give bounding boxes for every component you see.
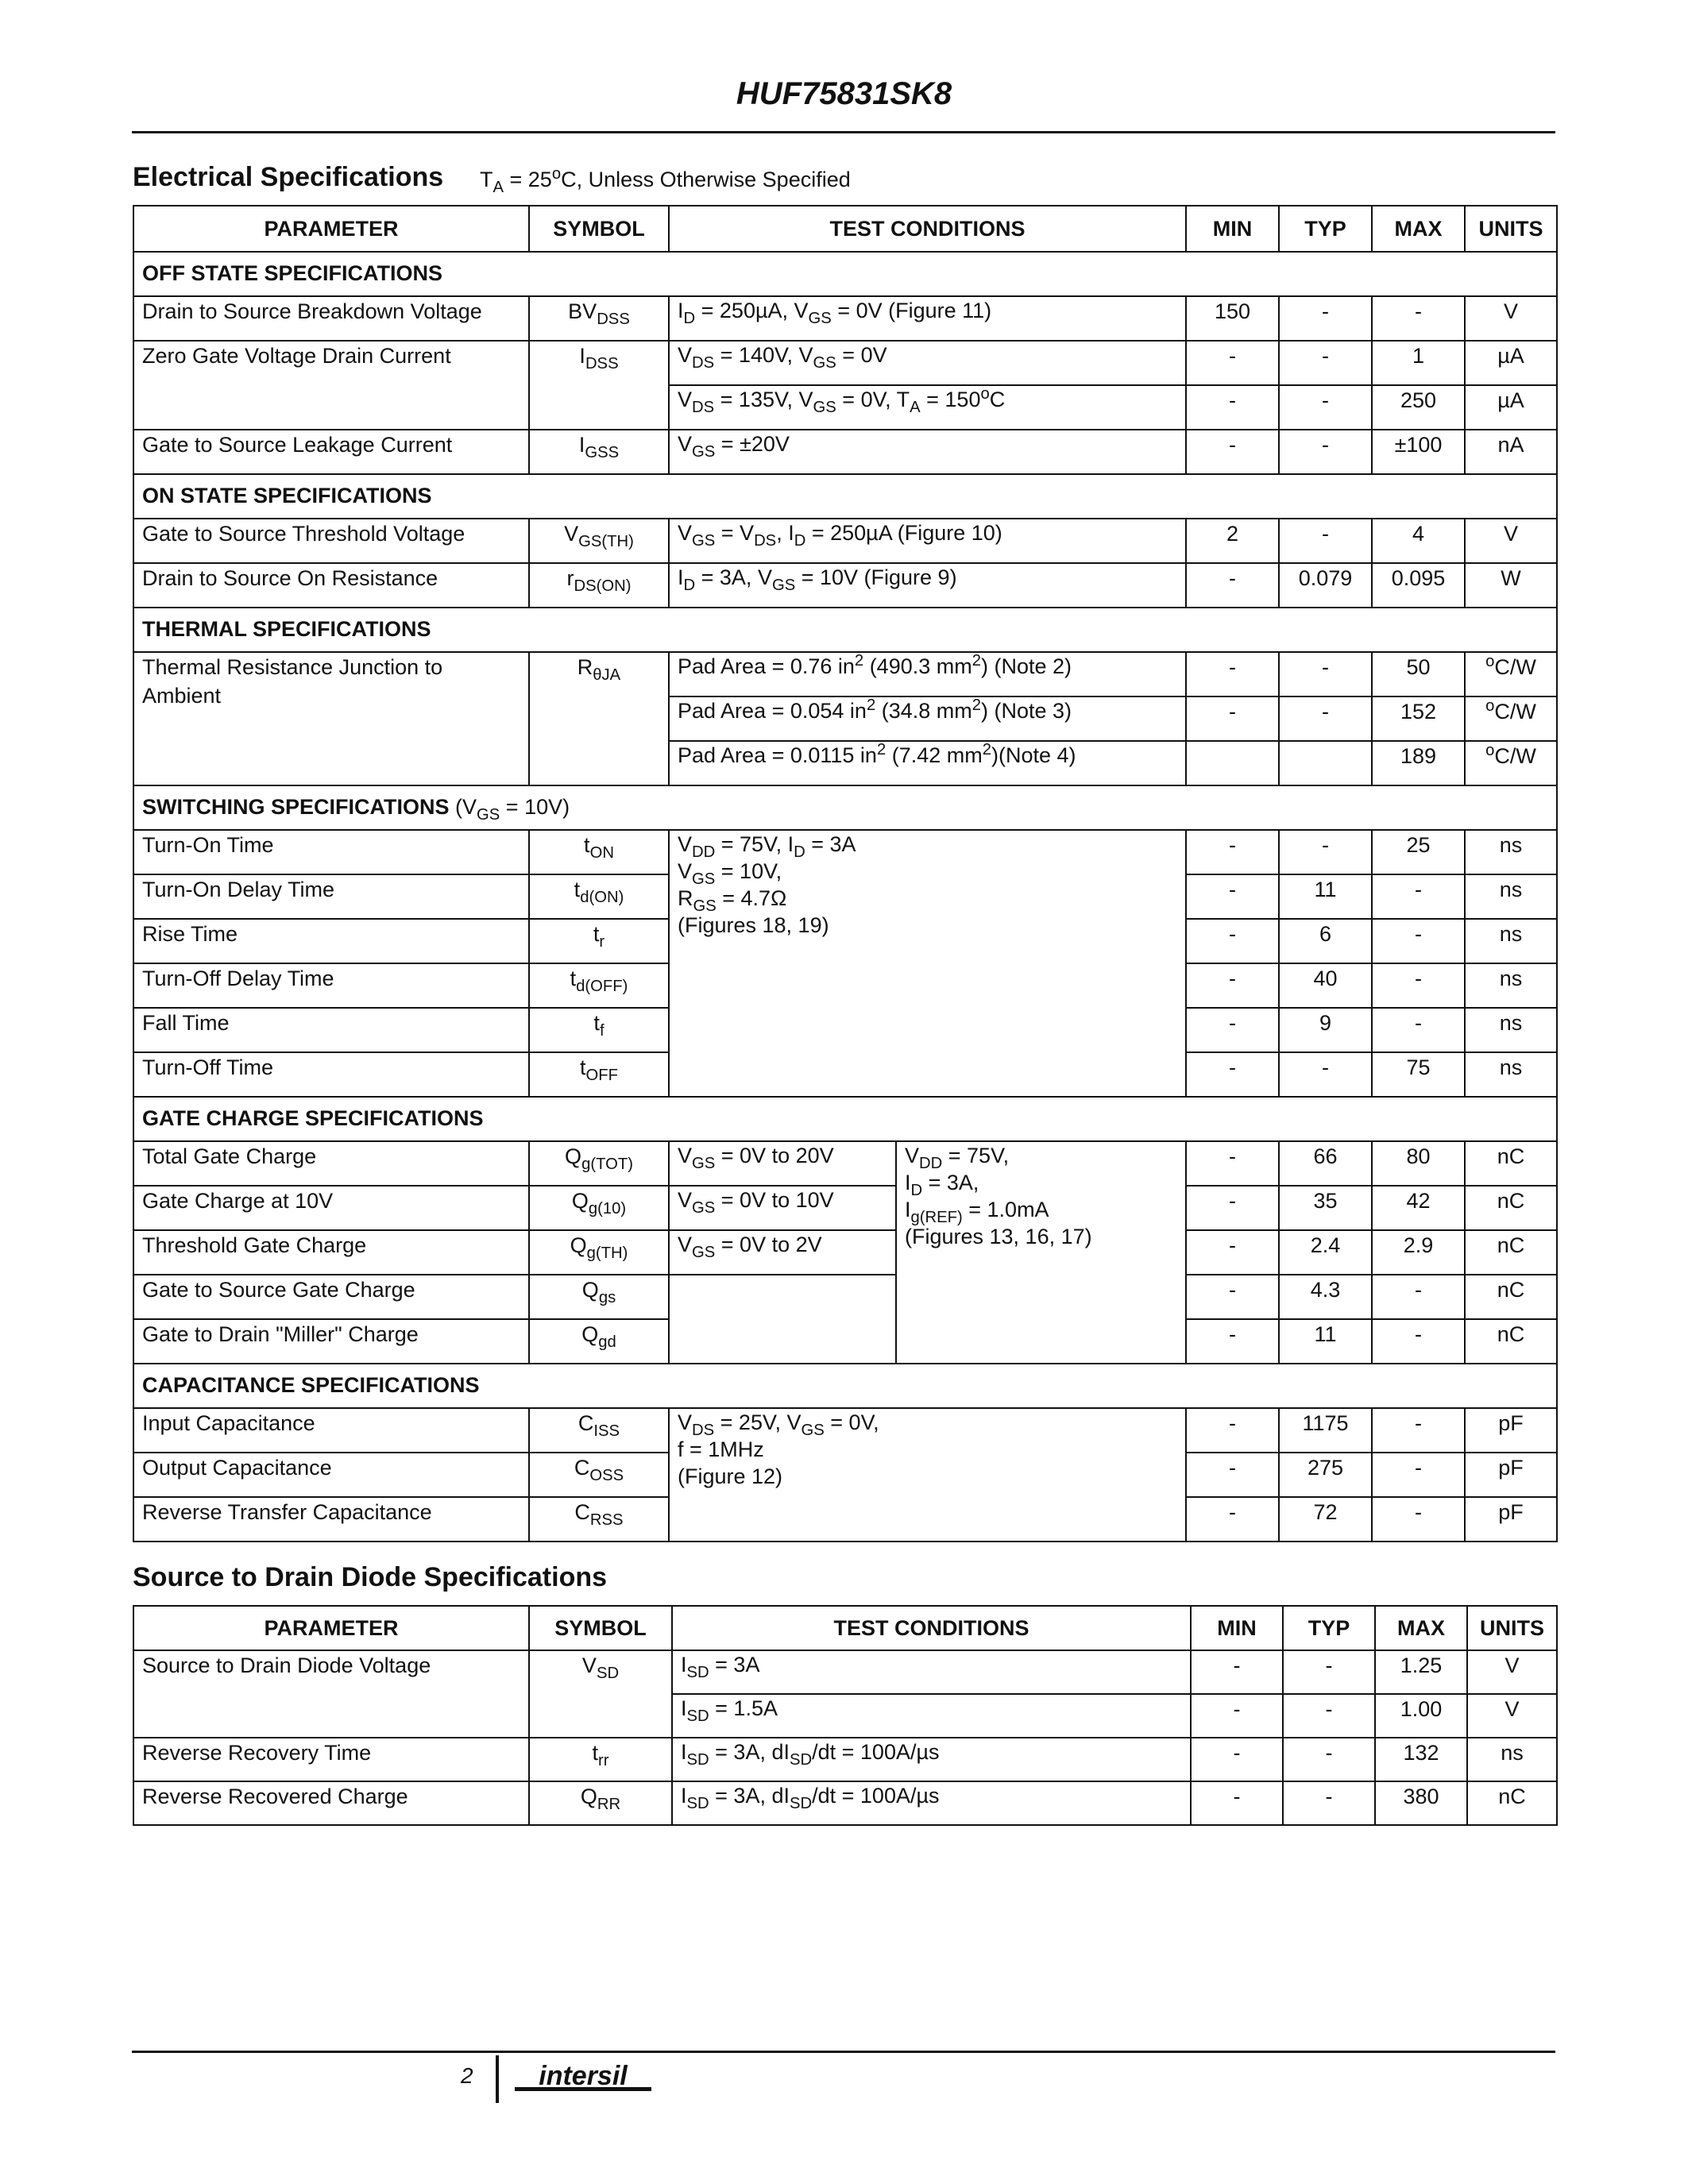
symbol-cell: $t_{d(ON)}$ — [529, 874, 669, 919]
min-cell: - — [1186, 1453, 1279, 1497]
max-cell: 380 — [1375, 1781, 1467, 1825]
units-cell: nC — [1465, 1141, 1557, 1186]
table-row — [133, 430, 1557, 474]
test-conditions-cell: Pad Area = 0.76 $in^2$ (490.3 $mm^2$) (Note 2) — [669, 652, 1186, 696]
section-row — [133, 785, 1557, 830]
min-cell: - — [1186, 1008, 1279, 1052]
parameter-cell: Fall Time — [133, 1008, 529, 1052]
max-cell: - — [1372, 919, 1465, 963]
table-row — [133, 1408, 1557, 1453]
units-cell: µA — [1465, 341, 1557, 385]
table-row — [133, 341, 1557, 385]
units-cell: pF — [1465, 1497, 1557, 1542]
parameter-cell: Input Capacitance — [133, 1408, 529, 1453]
units-cell: ns — [1465, 919, 1557, 963]
units-cell: $^o$C/W — [1465, 741, 1557, 785]
max-cell: 189 — [1372, 741, 1465, 785]
min-cell: - — [1186, 385, 1279, 430]
parameter-cell: Turn-On Delay Time — [133, 874, 529, 919]
min-cell: - — [1186, 1141, 1279, 1186]
parameter-cell: Total Gate Charge — [133, 1141, 529, 1186]
typ-cell: - — [1279, 385, 1372, 430]
section-row — [133, 474, 1557, 519]
min-cell: - — [1186, 963, 1279, 1008]
intersil-logo — [515, 2059, 651, 2101]
typ-cell: 0.079 — [1279, 563, 1372, 608]
section-row — [133, 1364, 1557, 1408]
table-row — [133, 1275, 1557, 1319]
typ-cell: 1175 — [1279, 1408, 1372, 1453]
header-rule — [132, 131, 1555, 133]
parameter-cell: Source to Drain Diode Voltage — [133, 1650, 529, 1738]
table-row — [133, 1738, 1557, 1781]
units-cell: pF — [1465, 1408, 1557, 1453]
test-conditions-cell: $I_D = 3A$, $V_{GS} = 10V$ (Figure 9) — [669, 563, 1186, 608]
units-cell: V — [1467, 1694, 1557, 1738]
max-cell: 4 — [1372, 519, 1465, 563]
parameter-cell: Reverse Recovered Charge — [133, 1781, 529, 1825]
empty-condition-cell — [669, 1275, 896, 1364]
column-header: PARAMETER — [133, 1606, 529, 1650]
max-cell: 1.00 — [1375, 1694, 1467, 1738]
min-cell: - — [1186, 652, 1279, 696]
symbol-cell: $t_{d(OFF)}$ — [529, 963, 669, 1008]
parameter-cell: Turn-On Time — [133, 830, 529, 874]
units-cell: ns — [1465, 874, 1557, 919]
min-cell: - — [1186, 874, 1279, 919]
test-conditions-cell: $I_{SD} = 3A$ — [672, 1650, 1191, 1694]
max-cell: 75 — [1372, 1052, 1465, 1097]
units-cell: ns — [1465, 1052, 1557, 1097]
page-number: 2 — [461, 2063, 473, 2088]
max-cell: 25 — [1372, 830, 1465, 874]
typ-cell: - — [1279, 830, 1372, 874]
section-title: OFF STATE SPECIFICATIONS — [133, 252, 1557, 296]
column-header: MIN — [1186, 206, 1279, 252]
electrical-specs-heading: Electrical Specifications — [133, 162, 444, 192]
max-cell: 152 — [1372, 696, 1465, 741]
table-row — [133, 1781, 1557, 1825]
typ-cell: 11 — [1279, 874, 1372, 919]
units-cell: $^o$C/W — [1465, 696, 1557, 741]
parameter-cell: Turn-Off Time — [133, 1052, 529, 1097]
symbol-cell: $I_{GSS}$ — [529, 430, 669, 474]
max-cell: 42 — [1372, 1186, 1465, 1230]
test-conditions-cell: Pad Area = 0.0115 $in^2$ (7.42 $mm^2)(Note$ 4) — [669, 741, 1186, 785]
table-header-row — [133, 1606, 1557, 1650]
diode-specs-table — [133, 1605, 1558, 1826]
max-cell: - — [1372, 296, 1465, 341]
min-cell — [1186, 741, 1279, 785]
max-cell: 1 — [1372, 341, 1465, 385]
symbol-cell: $Q_{gs}$ — [529, 1275, 669, 1319]
typ-cell: 40 — [1279, 963, 1372, 1008]
max-cell: 0.095 — [1372, 563, 1465, 608]
typ-cell: - — [1283, 1650, 1375, 1694]
column-header: SYMBOL — [529, 206, 669, 252]
document-title: HUF75831SK8 — [736, 76, 952, 111]
units-cell: nC — [1465, 1230, 1557, 1275]
test-conditions-cell: $V_{GS} = 0V$ to 2V — [669, 1230, 896, 1275]
min-cell: - — [1186, 1319, 1279, 1364]
typ-cell: 35 — [1279, 1186, 1372, 1230]
table-row — [133, 519, 1557, 563]
max-cell: - — [1372, 1497, 1465, 1542]
section-title: CAPACITANCE SPECIFICATIONS — [133, 1364, 1557, 1408]
parameter-cell: Zero Gate Voltage Drain Current — [133, 341, 529, 430]
section-title: THERMAL SPECIFICATIONS — [133, 608, 1557, 652]
max-cell: ±100 — [1372, 430, 1465, 474]
test-conditions-cell: $V_{DS} = 140V$, $V_{GS} = 0V$ — [669, 341, 1186, 385]
section-title: ON STATE SPECIFICATIONS — [133, 474, 1557, 519]
units-cell: nC — [1465, 1319, 1557, 1364]
test-conditions-cell: $V_{GS} = V_{DS}$, $I_D = 250\mu A$ (Figure 10) — [669, 519, 1186, 563]
footer-divider — [496, 2055, 499, 2103]
typ-cell: - — [1279, 1052, 1372, 1097]
parameter-cell: Gate to Source Gate Charge — [133, 1275, 529, 1319]
min-cell: 150 — [1186, 296, 1279, 341]
max-cell: - — [1372, 1319, 1465, 1364]
parameter-cell: Thermal Resistance Junction to Ambient — [133, 652, 529, 785]
section-title: SWITCHING SPECIFICATIONS $(V_{GS} = 10V)$ — [133, 785, 1557, 830]
symbol-cell: $Q_{g(TH)}$ — [529, 1230, 669, 1275]
symbol-cell: $t_f$ — [529, 1008, 669, 1052]
symbol-cell: $V_{SD}$ — [529, 1650, 672, 1738]
typ-cell: - — [1279, 696, 1372, 741]
column-header: UNITS — [1467, 1606, 1557, 1650]
units-cell: nC — [1467, 1781, 1557, 1825]
table-row — [133, 1650, 1557, 1694]
test-conditions-cell: $V_{GS} = \pm 20V$ — [669, 430, 1186, 474]
units-cell: V — [1465, 519, 1557, 563]
parameter-cell: Threshold Gate Charge — [133, 1230, 529, 1275]
symbol-cell: $r_{DS(ON)}$ — [529, 563, 669, 608]
max-cell: 50 — [1372, 652, 1465, 696]
table-header-row — [133, 206, 1557, 252]
symbol-cell: $BV_{DSS}$ — [529, 296, 669, 341]
typ-cell: 6 — [1279, 919, 1372, 963]
max-cell: 2.9 — [1372, 1230, 1465, 1275]
units-cell: pF — [1465, 1453, 1557, 1497]
symbol-cell: $C_{OSS}$ — [529, 1453, 669, 1497]
logo-wordmark: intersil — [539, 2061, 628, 2091]
table-row — [133, 296, 1557, 341]
max-cell: 132 — [1375, 1738, 1467, 1781]
section-row — [133, 1097, 1557, 1141]
typ-cell: 4.3 — [1279, 1275, 1372, 1319]
max-cell: 1.25 — [1375, 1650, 1467, 1694]
units-cell: W — [1465, 563, 1557, 608]
column-header: PARAMETER — [133, 206, 529, 252]
section-row — [133, 252, 1557, 296]
symbol-cell: $Q_{g(10)}$ — [529, 1186, 669, 1230]
parameter-cell: Reverse Transfer Capacitance — [133, 1497, 529, 1542]
units-cell: nC — [1465, 1186, 1557, 1230]
max-cell: - — [1372, 1008, 1465, 1052]
diode-specs-heading: Source to Drain Diode Specifications — [133, 1562, 608, 1592]
parameter-cell: Drain to Source On Resistance — [133, 563, 529, 608]
parameter-cell: Gate to Source Threshold Voltage — [133, 519, 529, 563]
min-cell: - — [1186, 919, 1279, 963]
test-conditions-cell: $V_{GS} = 0V$ to 10V — [669, 1186, 896, 1230]
symbol-cell: $Q_{g(TOT)}$ — [529, 1141, 669, 1186]
test-conditions-cell: Pad Area = 0.054 $in^2$ (34.8 $mm^2$) (Note 3) — [669, 696, 1186, 741]
parameter-cell: Reverse Recovery Time — [133, 1738, 529, 1781]
max-cell: 250 — [1372, 385, 1465, 430]
max-cell: - — [1372, 1453, 1465, 1497]
symbol-cell: $t_r$ — [529, 919, 669, 963]
typ-cell: 9 — [1279, 1008, 1372, 1052]
units-cell: $^o$C/W — [1465, 652, 1557, 696]
test-conditions-cell: $V_{GS} = 0V$ to 20V — [669, 1141, 896, 1186]
test-temperature-note: $T_A = 25^oC$, Unless Otherwise Specified — [480, 164, 851, 197]
test-conditions-cell: $V_{DS} = 25V$, $V_{GS} = 0V$, f = 1MHz (Figure 12) — [669, 1408, 1186, 1542]
table-row — [133, 1186, 1557, 1230]
typ-cell: 2.4 — [1279, 1230, 1372, 1275]
parameter-cell: Drain to Source Breakdown Voltage — [133, 296, 529, 341]
column-header: TEST CONDITIONS — [669, 206, 1186, 252]
test-conditions-cell: $I_{SD} = 1.5A$ — [672, 1694, 1191, 1738]
column-header: MAX — [1372, 206, 1465, 252]
column-header: MIN — [1191, 1606, 1283, 1650]
min-cell: - — [1186, 1230, 1279, 1275]
min-cell: - — [1191, 1650, 1283, 1694]
max-cell: - — [1372, 874, 1465, 919]
parameter-cell: Rise Time — [133, 919, 529, 963]
units-cell: ns — [1467, 1738, 1557, 1781]
section-title: GATE CHARGE SPECIFICATIONS — [133, 1097, 1557, 1141]
electrical-specs-table — [133, 205, 1558, 1542]
column-header: SYMBOL — [529, 1606, 672, 1650]
symbol-cell: $Q_{RR}$ — [529, 1781, 672, 1825]
units-cell: nC — [1465, 1275, 1557, 1319]
test-conditions-cell: $I_{SD} = 3A$, $dI_{SD}/dt = 100A/\mu s$ — [672, 1781, 1191, 1825]
max-cell: - — [1372, 1408, 1465, 1453]
min-cell: - — [1186, 1052, 1279, 1097]
column-header: TEST CONDITIONS — [672, 1606, 1191, 1650]
section-row — [133, 608, 1557, 652]
max-cell: - — [1372, 963, 1465, 1008]
min-cell: - — [1186, 341, 1279, 385]
typ-cell: 11 — [1279, 1319, 1372, 1364]
symbol-cell: $t_{rr}$ — [529, 1738, 672, 1781]
test-conditions-common-cell: $V_{DD} = 75V$, $I_D = 3A$, $I_{g(REF)} = 1.0mA$ (Figures 13, 16, 17) — [896, 1141, 1186, 1364]
typ-cell — [1279, 741, 1372, 785]
min-cell: - — [1186, 1497, 1279, 1542]
typ-cell: 66 — [1279, 1141, 1372, 1186]
min-cell: - — [1186, 1408, 1279, 1453]
table-row — [133, 1230, 1557, 1275]
typ-cell: - — [1283, 1781, 1375, 1825]
test-conditions-cell: $I_D = 250\mu A$, $V_{GS} = 0V$ (Figure 11) — [669, 296, 1186, 341]
typ-cell: - — [1279, 341, 1372, 385]
min-cell: - — [1186, 830, 1279, 874]
table-row — [133, 1141, 1557, 1186]
units-cell: ns — [1465, 1008, 1557, 1052]
units-cell: V — [1467, 1650, 1557, 1694]
column-header: MAX — [1375, 1606, 1467, 1650]
parameter-cell: Gate to Drain "Miller" Charge — [133, 1319, 529, 1364]
typ-cell: - — [1279, 430, 1372, 474]
units-cell: ns — [1465, 963, 1557, 1008]
min-cell: - — [1186, 1275, 1279, 1319]
symbol-cell: $I_{DSS}$ — [529, 341, 669, 430]
symbol-cell: $C_{RSS}$ — [529, 1497, 669, 1542]
max-cell: - — [1372, 1275, 1465, 1319]
typ-cell: - — [1283, 1738, 1375, 1781]
min-cell: - — [1191, 1694, 1283, 1738]
units-cell: nA — [1465, 430, 1557, 474]
min-cell: - — [1186, 696, 1279, 741]
min-cell: - — [1191, 1738, 1283, 1781]
column-header: TYP — [1279, 206, 1372, 252]
typ-cell: - — [1279, 296, 1372, 341]
table-row — [133, 652, 1557, 696]
parameter-cell: Turn-Off Delay Time — [133, 963, 529, 1008]
units-cell: ns — [1465, 830, 1557, 874]
symbol-cell: $t_{OFF}$ — [529, 1052, 669, 1097]
table-row — [133, 830, 1557, 874]
min-cell: - — [1186, 430, 1279, 474]
typ-cell: - — [1283, 1694, 1375, 1738]
symbol-cell: $V_{GS(TH)}$ — [529, 519, 669, 563]
typ-cell: - — [1279, 652, 1372, 696]
typ-cell: 275 — [1279, 1453, 1372, 1497]
symbol-cell: $R_{\theta JA}$ — [529, 652, 669, 785]
parameter-cell: Gate Charge at 10V — [133, 1186, 529, 1230]
typ-cell: - — [1279, 519, 1372, 563]
test-conditions-cell: $I_{SD} = 3A$, $dI_{SD}/dt = 100A/\mu s$ — [672, 1738, 1191, 1781]
min-cell: - — [1191, 1781, 1283, 1825]
symbol-cell: $t_{ON}$ — [529, 830, 669, 874]
units-cell: µA — [1465, 385, 1557, 430]
symbol-cell: $C_{ISS}$ — [529, 1408, 669, 1453]
min-cell: - — [1186, 1186, 1279, 1230]
units-cell: V — [1465, 296, 1557, 341]
min-cell: 2 — [1186, 519, 1279, 563]
symbol-cell: $Q_{gd}$ — [529, 1319, 669, 1364]
min-cell: - — [1186, 563, 1279, 608]
test-conditions-cell: $V_{DD} = 75V$, $I_D = 3A$ $V_{GS} = 10V$, $R_{GS} = 4.7\Omega$ (Figures 18, 19) — [669, 830, 1186, 1097]
typ-cell: 72 — [1279, 1497, 1372, 1542]
parameter-cell: Output Capacitance — [133, 1453, 529, 1497]
max-cell: 80 — [1372, 1141, 1465, 1186]
footer-rule — [132, 2051, 1555, 2053]
table-row — [133, 563, 1557, 608]
test-conditions-cell: $V_{DS} = 135V$, $V_{GS} = 0V$, $T_A = 150^oC$ — [669, 385, 1186, 430]
column-header: UNITS — [1465, 206, 1557, 252]
parameter-cell: Gate to Source Leakage Current — [133, 430, 529, 474]
column-header: TYP — [1283, 1606, 1375, 1650]
